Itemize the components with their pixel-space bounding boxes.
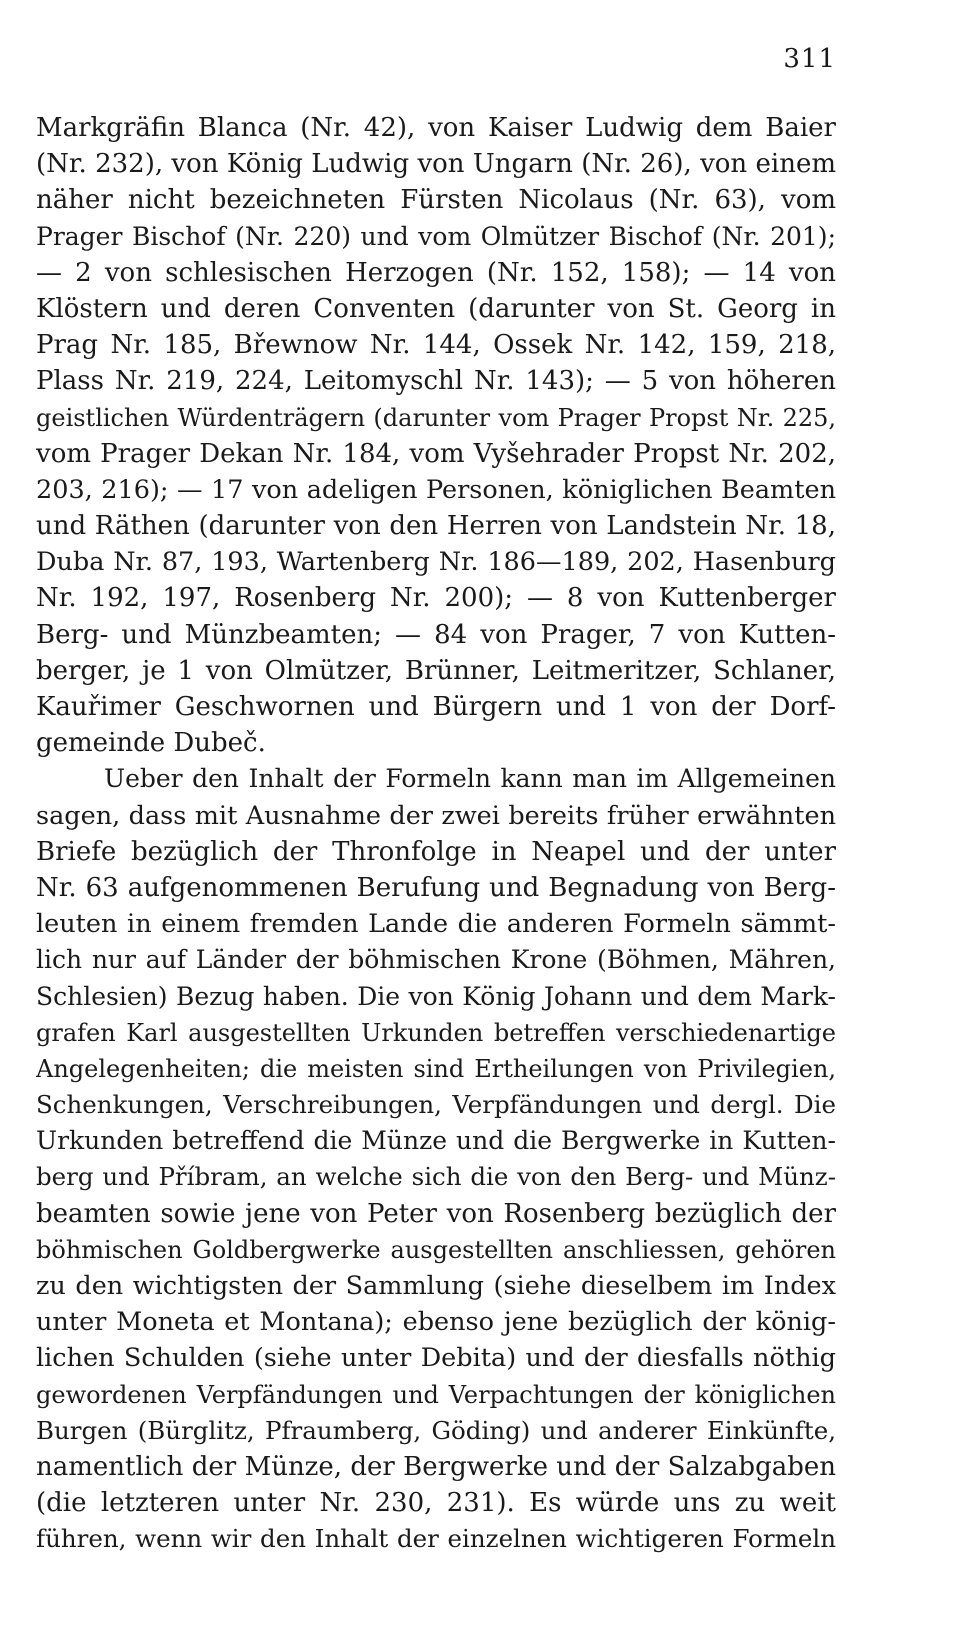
text-line: sagen, dass mit Ausnahme der zwei bereits früher erwähnten bbox=[36, 800, 836, 831]
text-line: — 2 von schlesischen Herzogen (Nr. 152, 158); — 14 von bbox=[36, 257, 836, 288]
text-line: näher nicht bezeichneten Fürsten Nicolaus (Nr. 63), vom bbox=[36, 185, 836, 216]
text-line: Nr. 63 aufgenommenen Berufung und Begnadung von Berg- bbox=[36, 872, 836, 903]
text-line: gewordenen Verpfändungen und Verpachtungen der königlichen bbox=[36, 1380, 836, 1409]
paragraph-1 bbox=[36, 110, 836, 761]
text-line: Plass Nr. 219, 224, Leitomyschl Nr. 143); — 5 von höheren bbox=[36, 366, 836, 397]
text-line: Klöstern und deren Conventen (darunter von St. Georg in bbox=[36, 293, 836, 324]
text-line: Burgen (Bürglitz, Pfraumberg, Göding) und anderer Einkünfte, bbox=[36, 1415, 836, 1445]
text-line: unter Moneta et Montana); ebenso jene bezüglich der könig- bbox=[36, 1307, 836, 1338]
text-line: berger, je 1 von Olmützer, Brünner, Leitmeritzer, Schlaner, bbox=[36, 655, 836, 686]
text-line: böhmischen Goldbergwerke ausgestellten anschliessen, gehören bbox=[36, 1235, 836, 1264]
text-line: leuten in einem fremden Lande die anderen Formeln sämmt- bbox=[36, 909, 836, 940]
body-text bbox=[36, 110, 836, 1558]
page-number: 311 bbox=[783, 44, 836, 74]
text-line: lichen Schulden (siehe unter Debita) und der diesfalls nöthig bbox=[36, 1343, 836, 1374]
text-line: Duba Nr. 87, 193, Wartenberg Nr. 186—189, 202, Hasenburg bbox=[36, 547, 836, 578]
text-line: Schenkungen, Verschreibungen, Verpfändungen und dergl. Die bbox=[36, 1090, 836, 1120]
text-line: zu den wichtigsten der Sammlung (siehe dieselbem im Index bbox=[36, 1271, 836, 1301]
text-line: beamten sowie jene von Peter von Rosenberg bezüglich der bbox=[36, 1198, 836, 1229]
text-line: (die letzteren unter Nr. 230, 231). Es würde uns zu weit bbox=[36, 1488, 836, 1519]
text-line: geistlichen Würdenträgern (darunter vom Prager Propst Nr. 225, bbox=[36, 403, 836, 432]
text-line: Urkunden betreffend die Münze und die Bergwerke in Kutten- bbox=[36, 1126, 836, 1156]
text-line: Prag Nr. 185, Břewnow Nr. 144, Ossek Nr. 142, 159, 218, bbox=[36, 330, 836, 361]
text-line: Kauřimer Geschwornen und Bürgern und 1 von der Dorf- bbox=[36, 692, 836, 722]
text-line: Ueber den Inhalt der Formeln kann man im Allgemeinen bbox=[104, 764, 836, 794]
text-line: berg und Příbram, an welche sich die von den Berg- und Münz- bbox=[36, 1162, 836, 1192]
text-line: und Räthen (darunter von den Herren von Landstein Nr. 18, bbox=[36, 511, 836, 542]
text-line: lich nur auf Länder der böhmischen Krone (Böhmen, Mähren, bbox=[36, 945, 836, 975]
text-line: Berg- und Münzbeamten; — 84 von Prager, 7 von Kutten- bbox=[36, 619, 836, 650]
text-line: Angelegenheiten; die meisten sind Ertheilungen von Privilegien, bbox=[36, 1054, 836, 1083]
text-line: grafen Karl ausgestellten Urkunden betreffen verschiedenartige bbox=[36, 1018, 836, 1047]
text-line: Schlesien) Bezug haben. Die von König Johann und dem Mark- bbox=[36, 981, 836, 1011]
text-line: (Nr. 232), von König Ludwig von Ungarn (Nr. 26), von einem bbox=[36, 149, 836, 180]
paragraph-2 bbox=[36, 761, 836, 1557]
text-line: namentlich der Münze, der Bergwerke und der Salzabgaben bbox=[36, 1451, 836, 1482]
text-line: führen, wenn wir den Inhalt der einzelnen wichtigeren Formeln bbox=[36, 1524, 836, 1554]
text-line: gemeinde Dubeč. bbox=[36, 728, 266, 759]
text-line: Markgräfin Blanca (Nr. 42), von Kaiser Ludwig dem Baier bbox=[36, 113, 836, 143]
text-line: vom Prager Dekan Nr. 184, vom Vyšehrader Propst Nr. 202, bbox=[36, 438, 836, 469]
text-line: Briefe bezüglich der Thronfolge in Neapel und der unter bbox=[36, 836, 836, 867]
text-line: Prager Bischof (Nr. 220) und vom Olmützer Bischof (Nr. 201); bbox=[36, 221, 836, 251]
text-line: Nr. 192, 197, Rosenberg Nr. 200); — 8 von Kuttenberger bbox=[36, 583, 836, 614]
text-line: 203, 216); — 17 von adeligen Personen, königlichen Beamten bbox=[36, 474, 836, 505]
